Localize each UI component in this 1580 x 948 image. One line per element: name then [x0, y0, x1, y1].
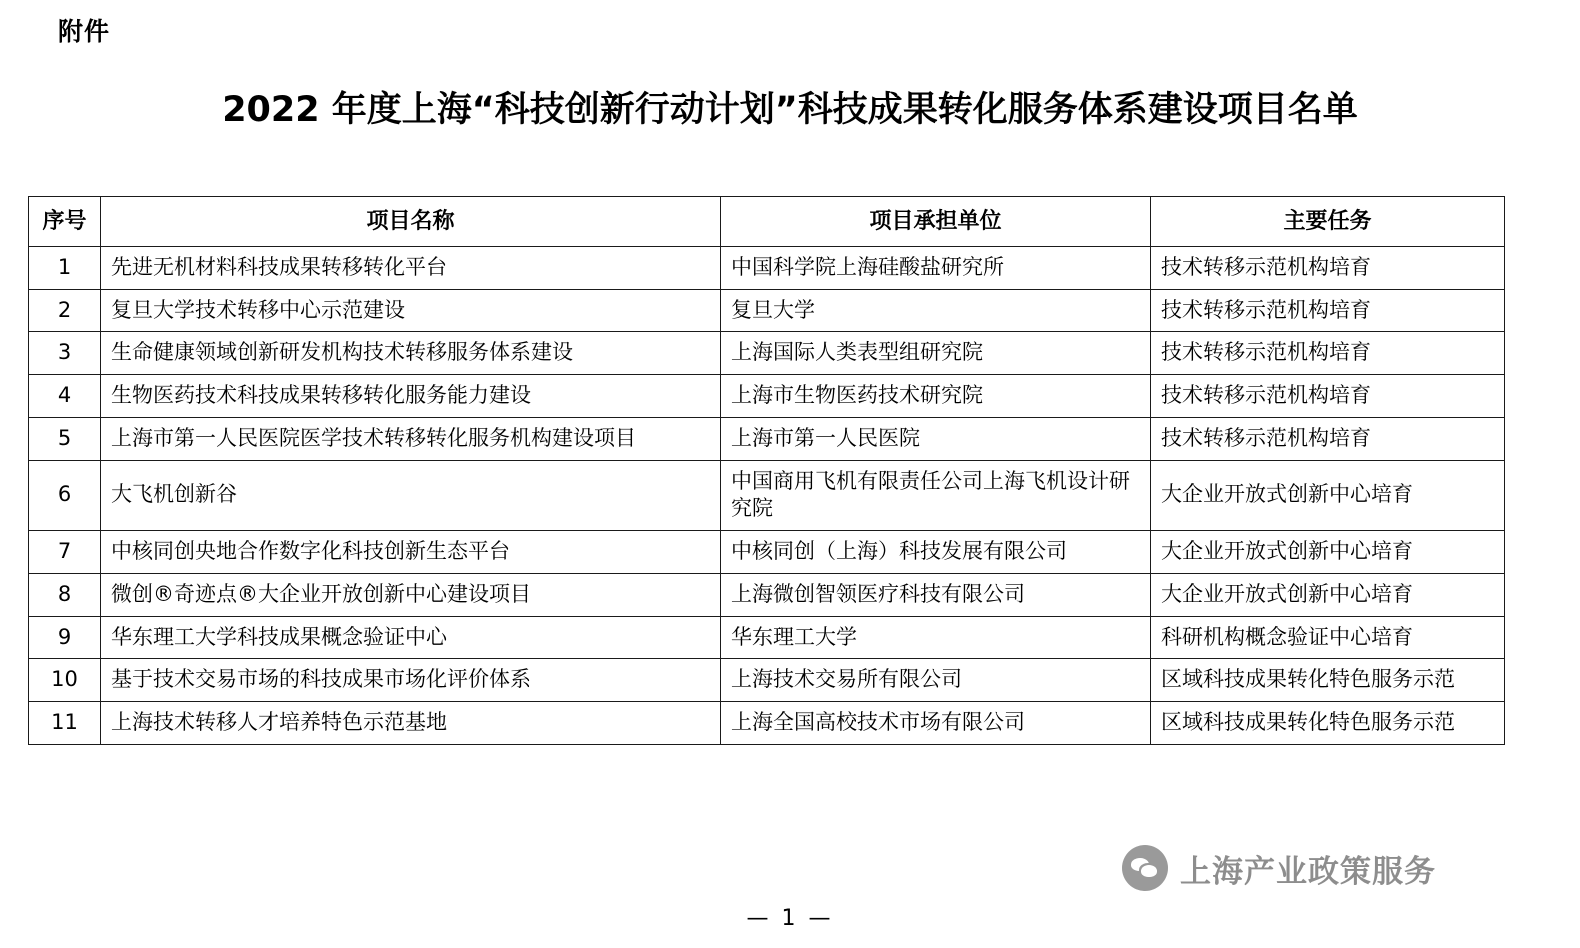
cell-index: 11 — [29, 701, 101, 744]
column-header-main-task: 主要任务 — [1151, 197, 1505, 247]
cell-index: 8 — [29, 573, 101, 616]
cell-index: 3 — [29, 332, 101, 375]
cell-project-name: 大飞机创新谷 — [101, 460, 721, 530]
cell-organization: 复旦大学 — [721, 289, 1151, 332]
cell-project-name: 基于技术交易市场的科技成果市场化评价体系 — [101, 659, 721, 702]
watermark-badge — [1122, 845, 1436, 891]
cell-index: 10 — [29, 659, 101, 702]
table-row — [29, 375, 1505, 418]
page-title: 2022 年度上海“科技创新行动计划”科技成果转化服务体系建设项目名单 — [222, 90, 1358, 130]
column-header-project-name: 项目名称 — [101, 197, 721, 247]
table-row — [29, 659, 1505, 702]
table-row — [29, 247, 1505, 290]
page-number: — 1 — — [746, 906, 834, 931]
cell-project-name: 上海技术转移人才培养特色示范基地 — [101, 701, 721, 744]
project-list-table — [28, 196, 1505, 745]
cell-project-name: 上海市第一人民医院医学技术转移转化服务机构建设项目 — [101, 417, 721, 460]
cell-organization: 中国科学院上海硅酸盐研究所 — [721, 247, 1151, 290]
cell-main-task: 技术转移示范机构培育 — [1151, 375, 1505, 418]
cell-main-task: 大企业开放式创新中心培育 — [1151, 460, 1505, 530]
cell-index: 1 — [29, 247, 101, 290]
cell-organization: 中核同创（上海）科技发展有限公司 — [721, 531, 1151, 574]
table-row — [29, 531, 1505, 574]
cell-main-task: 大企业开放式创新中心培育 — [1151, 573, 1505, 616]
table-row — [29, 289, 1505, 332]
cell-index: 2 — [29, 289, 101, 332]
attachment-label: 附件 — [58, 17, 111, 46]
table-row — [29, 417, 1505, 460]
table-row — [29, 573, 1505, 616]
project-list-table-wrapper — [28, 196, 1504, 745]
cell-project-name: 生物医药技术科技成果转移转化服务能力建设 — [101, 375, 721, 418]
cell-main-task: 技术转移示范机构培育 — [1151, 332, 1505, 375]
cell-index: 6 — [29, 460, 101, 530]
cell-project-name: 中核同创央地合作数字化科技创新生态平台 — [101, 531, 721, 574]
cell-main-task: 技术转移示范机构培育 — [1151, 247, 1505, 290]
cell-project-name: 生命健康领域创新研发机构技术转移服务体系建设 — [101, 332, 721, 375]
cell-organization: 上海市第一人民医院 — [721, 417, 1151, 460]
cell-project-name: 华东理工大学科技成果概念验证中心 — [101, 616, 721, 659]
cell-index: 5 — [29, 417, 101, 460]
cell-project-name: 先进无机材料科技成果转移转化平台 — [101, 247, 721, 290]
cell-index: 9 — [29, 616, 101, 659]
column-header-index: 序号 — [29, 197, 101, 247]
table-row — [29, 460, 1505, 530]
table-header-row — [29, 197, 1505, 247]
cell-organization: 上海微创智领医疗科技有限公司 — [721, 573, 1151, 616]
cell-organization: 上海技术交易所有限公司 — [721, 659, 1151, 702]
cell-index: 7 — [29, 531, 101, 574]
cell-organization: 上海市生物医药技术研究院 — [721, 375, 1151, 418]
cell-project-name: 复旦大学技术转移中心示范建设 — [101, 289, 721, 332]
cell-main-task: 大企业开放式创新中心培育 — [1151, 531, 1505, 574]
watermark-account-name: 上海产业政策服务 — [1180, 853, 1436, 890]
cell-organization: 华东理工大学 — [721, 616, 1151, 659]
cell-organization: 中国商用飞机有限责任公司上海飞机设计研究院 — [721, 460, 1151, 530]
cell-main-task: 区域科技成果转化特色服务示范 — [1151, 701, 1505, 744]
table-row — [29, 332, 1505, 375]
cell-main-task: 技术转移示范机构培育 — [1151, 417, 1505, 460]
cell-organization: 上海全国高校技术市场有限公司 — [721, 701, 1151, 744]
cell-main-task: 区域科技成果转化特色服务示范 — [1151, 659, 1505, 702]
cell-organization: 上海国际人类表型组研究院 — [721, 332, 1151, 375]
column-header-organization: 项目承担单位 — [721, 197, 1151, 247]
cell-project-name: 微创®奇迹点®大企业开放创新中心建设项目 — [101, 573, 721, 616]
cell-index: 4 — [29, 375, 101, 418]
table-row — [29, 701, 1505, 744]
cell-main-task: 技术转移示范机构培育 — [1151, 289, 1505, 332]
wechat-icon — [1122, 845, 1168, 891]
table-row — [29, 616, 1505, 659]
cell-main-task: 科研机构概念验证中心培育 — [1151, 616, 1505, 659]
